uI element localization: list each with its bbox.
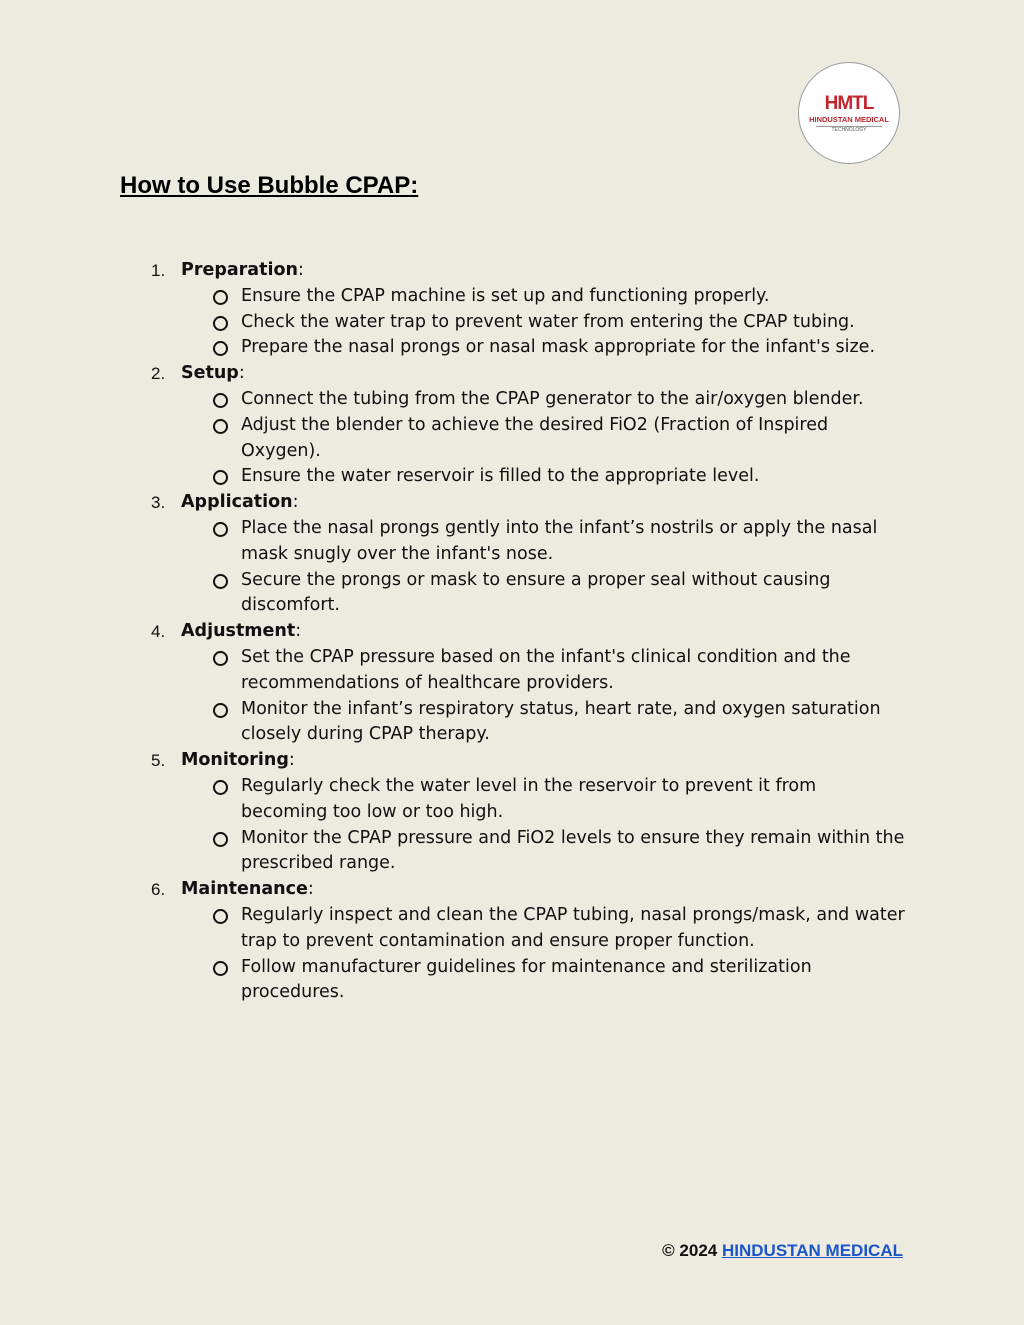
sub-item-text: Prepare the nasal prongs or nasal mask appropriate for the infant's size. [241, 337, 876, 358]
sub-item-text: Check the water trap to prevent water from entering the CPAP tubing. [241, 311, 855, 332]
sub-list-item [241, 903, 907, 955]
page-title: How to Use Bubble CPAP: [120, 172, 419, 199]
sub-list-item [241, 645, 907, 697]
sub-list [181, 774, 921, 877]
sub-item-text: Regularly inspect and clean the CPAP tubing, nasal prongs/mask, and water trap to prevent contamination and ensure proper function. [241, 904, 905, 951]
circle-bullet-icon [213, 703, 228, 718]
step-item [0, 619, 921, 748]
sub-item-text: Monitor the infant’s respiratory status, heart rate, and oxygen saturation closely during CPAP therapy. [241, 698, 881, 745]
sub-item-text: Follow manufacturer guidelines for maintenance and sterilization procedures. [241, 956, 812, 1003]
sub-list [181, 645, 921, 748]
step-heading: Adjustment: [181, 621, 302, 642]
sub-list-item [241, 310, 907, 336]
sub-list-item [241, 464, 907, 490]
circle-bullet-icon [213, 316, 228, 331]
step-heading: Setup: [181, 363, 245, 384]
sub-list [181, 516, 921, 619]
circle-bullet-icon [213, 780, 228, 795]
circle-bullet-icon [213, 290, 228, 305]
sub-item-text: Ensure the CPAP machine is set up and functioning properly. [241, 285, 770, 306]
step-heading: Preparation: [181, 260, 304, 280]
step-label: Monitoring [181, 750, 289, 771]
step-heading: Maintenance: [181, 879, 314, 900]
circle-bullet-icon [213, 651, 228, 666]
circle-bullet-icon [213, 832, 228, 847]
step-label: Adjustment [181, 621, 296, 642]
sub-list-item [241, 284, 907, 310]
sub-list-item [241, 826, 907, 878]
sub-item-text: Secure the prongs or mask to ensure a proper seal without causing discomfort. [241, 569, 831, 616]
copyright-text: © 2024 [662, 1241, 718, 1260]
circle-bullet-icon [213, 393, 228, 408]
step-heading: Monitoring: [181, 750, 295, 771]
circle-bullet-icon [213, 341, 228, 356]
logo-company-name: HINDUSTAN MEDICAL [809, 115, 889, 124]
sub-list-item [241, 697, 907, 749]
sub-list-item [241, 955, 907, 1007]
circle-bullet-icon [213, 419, 228, 434]
step-number: 5. [151, 751, 166, 771]
sub-item-text: Connect the tubing from the CPAP generator to the air/oxygen blender. [241, 388, 864, 409]
step-item [0, 490, 921, 619]
step-number: 4. [151, 622, 166, 642]
company-logo [798, 62, 900, 164]
step-label: Preparation [181, 260, 298, 280]
circle-bullet-icon [213, 522, 228, 537]
logo-tagline: TECHNOLOGY [816, 126, 882, 134]
step-label: Setup [181, 363, 239, 384]
sub-list-item [241, 335, 907, 361]
logo-mark: HMTL [824, 93, 874, 114]
step-label: Application [181, 492, 293, 513]
step-item [0, 877, 921, 1006]
sub-item-text: Set the CPAP pressure based on the infant's clinical condition and the recommendations of healthcare providers. [241, 646, 851, 693]
sub-list-item [241, 387, 907, 413]
step-heading: Application: [181, 492, 299, 513]
step-item [0, 361, 921, 490]
sub-item-text: Adjust the blender to achieve the desired FiO2 (Fraction of Inspired Oxygen). [241, 414, 829, 461]
circle-bullet-icon [213, 574, 228, 589]
sub-list-item [241, 413, 907, 465]
circle-bullet-icon [213, 909, 228, 924]
sub-list-item [241, 774, 907, 826]
step-label: Maintenance [181, 879, 308, 900]
sub-list [181, 903, 921, 1006]
step-item [0, 258, 921, 361]
sub-item-text: Monitor the CPAP pressure and FiO2 levels to ensure they remain within the prescribed range. [241, 827, 905, 874]
company-link[interactable]: HINDUSTAN MEDICAL [721, 1241, 903, 1260]
footer [662, 1240, 903, 1262]
step-number: 1. [151, 261, 166, 280]
sub-item-text: Ensure the water reservoir is filled to the appropriate level. [241, 466, 760, 487]
circle-bullet-icon [213, 961, 228, 976]
sub-item-text: Regularly check the water level in the reservoir to prevent it from becoming too low or too high. [241, 775, 817, 822]
step-number: 2. [151, 364, 166, 384]
steps-list [0, 258, 921, 1006]
sub-list [181, 284, 921, 361]
step-number: 3. [151, 493, 166, 513]
step-number: 6. [151, 880, 166, 900]
sub-list-item [241, 568, 907, 620]
sub-item-text: Place the nasal prongs gently into the infant’s nostrils or apply the nasal mask snugly over the infant's nose. [241, 517, 878, 564]
sub-list-item [241, 516, 907, 568]
step-item [0, 748, 921, 877]
circle-bullet-icon [213, 470, 228, 485]
sub-list [181, 387, 921, 490]
